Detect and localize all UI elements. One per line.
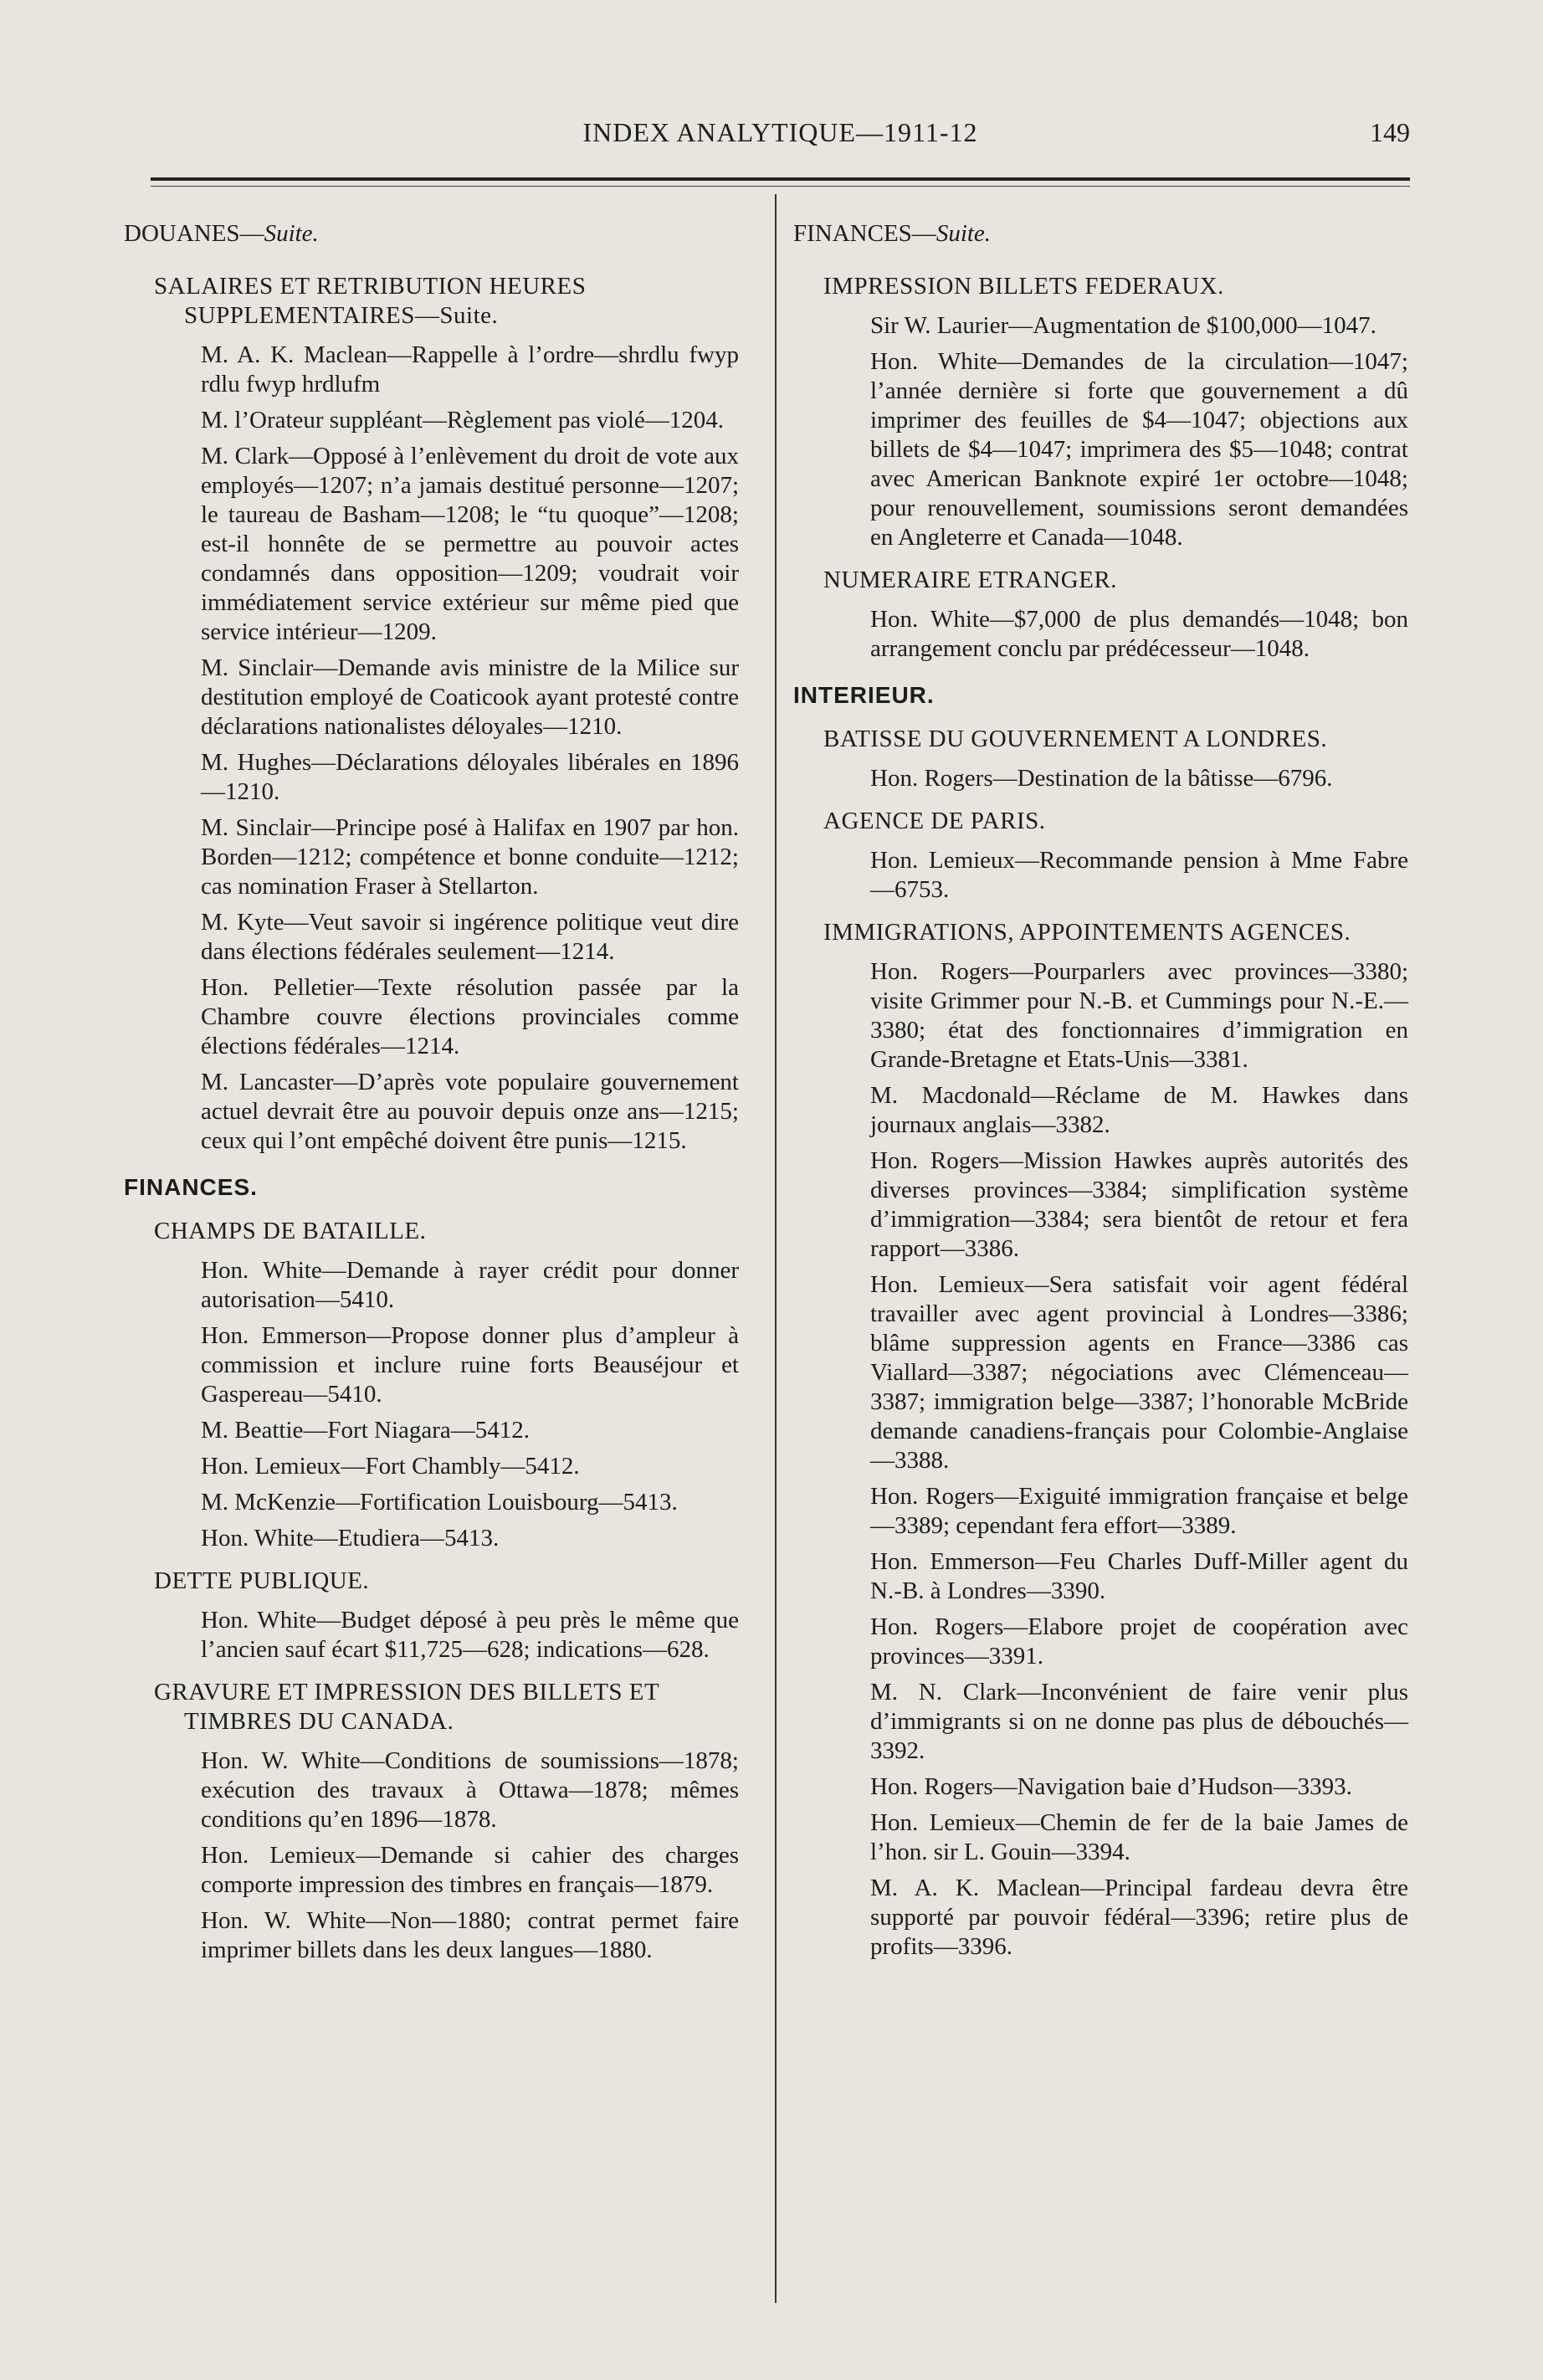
entry-list [870, 605, 1408, 664]
header-rule-thick [151, 177, 1410, 181]
subsection-dette-publique [154, 1567, 739, 1664]
subsection-immigrations [823, 918, 1408, 1962]
continuation-suite: Suite. [264, 220, 319, 247]
index-entry: Hon. W. White—Conditions de soumissions—1878; exécution des travaux à Ottawa—1878; mêmes conditions qu’en 1896—1878. [201, 1747, 739, 1833]
index-entry: Hon. Rogers—Destination de la bâtisse—6796. [870, 765, 1333, 792]
section-heading-interieur: INTERIEUR. [793, 682, 935, 708]
index-entry: Hon. Lemieux—Demande si cahier des charges comporte impression des timbres en français—1879. [201, 1842, 739, 1898]
subsection-batisse-londres [823, 725, 1408, 793]
index-entry: Hon. Rogers—Elabore projet de coopération avec provinces—3391. [870, 1613, 1408, 1670]
index-entry: M. Kyte—Veut savoir si ingérence politique veut dire dans élections fédérales seulement—1214. [201, 909, 739, 965]
index-entry: M. Hughes—Déclarations déloyales libérales en 1896—1210. [201, 749, 739, 805]
index-entry: M. Sinclair—Principe posé à Halifax en 1907 par hon. Borden—1212; compétence et bonne conduite—1212; cas nomination Fraser à Stellarton. [201, 814, 739, 900]
entry-list [870, 311, 1408, 552]
subsection-title: IMMIGRATIONS, APPOINTEMENTS AGENCES. [823, 919, 1351, 946]
subsection-title: IMPRESSION BILLETS FEDERAUX. [823, 273, 1224, 300]
index-entry: Sir W. Laurier—Augmentation de $100,000—1047. [870, 312, 1376, 339]
continuation-label: FINANCES— [793, 220, 936, 247]
section-heading-finances: FINANCES. [124, 1174, 258, 1200]
index-entry: Hon. Lemieux—Sera satisfait voir agent fédéral travailler avec agent provincial à Londres—3386; blâme suppression agents en France—3386 cas Viallard—3387; négociations avec Clémenceau—3387; immigration belge—3387; l’honorable McBride demande canadiens-français pour Colombie-Anglaise—3388. [870, 1271, 1408, 1474]
index-entry: Hon. Lemieux—Chemin de fer de la baie James de l’hon. sir L. Gouin—3394. [870, 1809, 1408, 1865]
index-entry: M. Macdonald—Réclame de M. Hawkes dans journaux anglais—3382. [870, 1082, 1408, 1138]
index-entry: Hon. White—Demande à rayer crédit pour donner autorisation—5410. [201, 1257, 739, 1313]
page-header [151, 100, 1410, 167]
index-entry: Hon. White—Budget déposé à peu près le même que l’ancien sauf écart $11,725—628; indications—628. [201, 1607, 739, 1663]
index-entry: Hon. W. White—Non—1880; contrat permet faire imprimer billets dans les deux langues—1880. [201, 1907, 739, 1963]
subsection-champs-de-bataille [154, 1217, 739, 1553]
index-entry: M. A. K. Maclean—Principal fardeau devra être supporté par pouvoir fédéral—3396; retire plus de profits—3396. [870, 1875, 1408, 1960]
page-number: 149 [1370, 117, 1410, 147]
subsection-title: DETTE PUBLIQUE. [154, 1567, 370, 1594]
continuation-heading [793, 219, 1408, 249]
entry-list [201, 341, 739, 1156]
continuation-suite: Suite. [936, 220, 992, 247]
entry-list [201, 1256, 739, 1553]
index-entry: Hon. Rogers—Navigation baie d’Hudson—3393. [870, 1773, 1352, 1800]
index-entry: Hon. Rogers—Mission Hawkes auprès autorités des diverses provinces—3384; simplification système d’immigration—3384; sera bientôt de retour et fera rapport—3386. [870, 1147, 1408, 1262]
entry-list [870, 764, 1408, 793]
subsection-salaires [154, 272, 739, 1156]
index-entry: M. Lancaster—D’après vote populaire gouvernement actuel devrait être au pouvoir depuis onze ans—1215; ceux qui l’ont empêché doivent être punis—1215. [201, 1069, 739, 1154]
subsection-title: NUMERAIRE ETRANGER. [823, 567, 1118, 593]
continuation-heading [124, 219, 739, 249]
index-entry: M. N. Clark—Inconvénient de faire venir plus d’immigrants si on ne donne pas plus de débouchés—3392. [870, 1679, 1408, 1764]
entry-list [201, 1747, 739, 1965]
index-entry: M. Beattie—Fort Niagara—5412. [201, 1417, 531, 1444]
entry-list [870, 957, 1408, 1962]
index-entry: M. Clark—Opposé à l’enlèvement du droit de vote aux employés—1207; n’a jamais destitué personne—1207; le taureau de Basham—1208; le “tu quoque”—1208; est-il honnête de se permettre au pouvoir actes condamnés dans opposition—1209; voudrait voir immédiatement service extérieur sur même pied que service intérieur—1209. [201, 443, 739, 645]
index-entry: M. l’Orateur suppléant—Règlement pas violé—1204. [201, 407, 724, 433]
subsection-numeraire-etranger [823, 566, 1408, 664]
subsection-title: BATISSE DU GOUVERNEMENT A LONDRES. [823, 726, 1328, 752]
index-entry: Hon. Rogers—Exiguité immigration française et belge—3389; cependant fera effort—3389. [870, 1483, 1408, 1539]
index-entry: M. Sinclair—Demande avis ministre de la Milice sur destitution employé de Coaticook ayant protesté contre déclarations nationalistes déloyales—1210. [201, 654, 739, 740]
index-entry: Hon. Lemieux—Fort Chambly—5412. [201, 1453, 580, 1480]
index-entry: Hon. Emmerson—Feu Charles Duff-Miller agent du N.-B. à Londres—3390. [870, 1548, 1408, 1604]
entry-list [201, 1606, 739, 1664]
index-entry: M. McKenzie—Fortification Louisbourg—5413. [201, 1489, 678, 1516]
index-entry: Hon. Pelletier—Texte résolution passée par la Chambre couvre élections provinciales comme élections fédérales—1214. [201, 974, 739, 1059]
subsection-agence-paris [823, 807, 1408, 905]
column-divider [775, 194, 777, 2303]
running-title: INDEX ANALYTIQUE—1911-12 [582, 117, 978, 147]
index-entry: Hon. White—Etudiera—5413. [201, 1525, 500, 1552]
index-entry: M. A. K. Maclean—Rappelle à l’ordre—shrdlu fwyp rdlu fwyp hrdlufm [201, 341, 739, 398]
subsection-impression-billets [823, 272, 1408, 552]
index-entry: Hon. Emmerson—Propose donner plus d’ampleur à commission et inclure ruine forts Beauséjour et Gaspereau—5410. [201, 1322, 739, 1408]
index-entry: Hon. Rogers—Pourparlers avec provinces—3380; visite Grimmer pour N.-B. et Cummings pour N.-E.—3380; état des fonctionnaires d’immigration en Grande-Bretagne et Etats-Unis—3381. [870, 958, 1408, 1073]
header-rule-thin [151, 186, 1410, 187]
index-entry: Hon. Lemieux—Recommande pension à Mme Fabre—6753. [870, 847, 1408, 903]
index-entry: Hon. White—Demandes de la circulation—1047; l’année dernière si forte que gouvernement a dû imprimer des feuilles de $4—1047; objections aux billets de $4—1047; imprimera des $5—1048; contrat avec American Banknote expiré 1er octobre—1048; pour renouvellement, soumissions seront demandées en Angleterre et Canada—1048. [870, 348, 1408, 551]
left-column [124, 219, 739, 1978]
subsection-title: SALAIRES ET RETRIBUTION HEURES SUPPLEMENTAIRES—Suite. [154, 273, 587, 329]
subsection-title: AGENCE DE PARIS. [823, 808, 1046, 834]
continuation-label: DOUANES— [124, 220, 264, 247]
entry-list [870, 846, 1408, 905]
right-column [793, 219, 1408, 1975]
subsection-title: CHAMPS DE BATAILLE. [154, 1218, 427, 1244]
subsection-gravure-impression [154, 1678, 739, 1965]
index-entry: Hon. White—$7,000 de plus demandés—1048; bon arrangement conclu par prédécesseur—1048. [870, 606, 1408, 662]
subsection-title: GRAVURE ET IMPRESSION DES BILLETS ET TIMBRES DU CANADA. [154, 1679, 659, 1735]
